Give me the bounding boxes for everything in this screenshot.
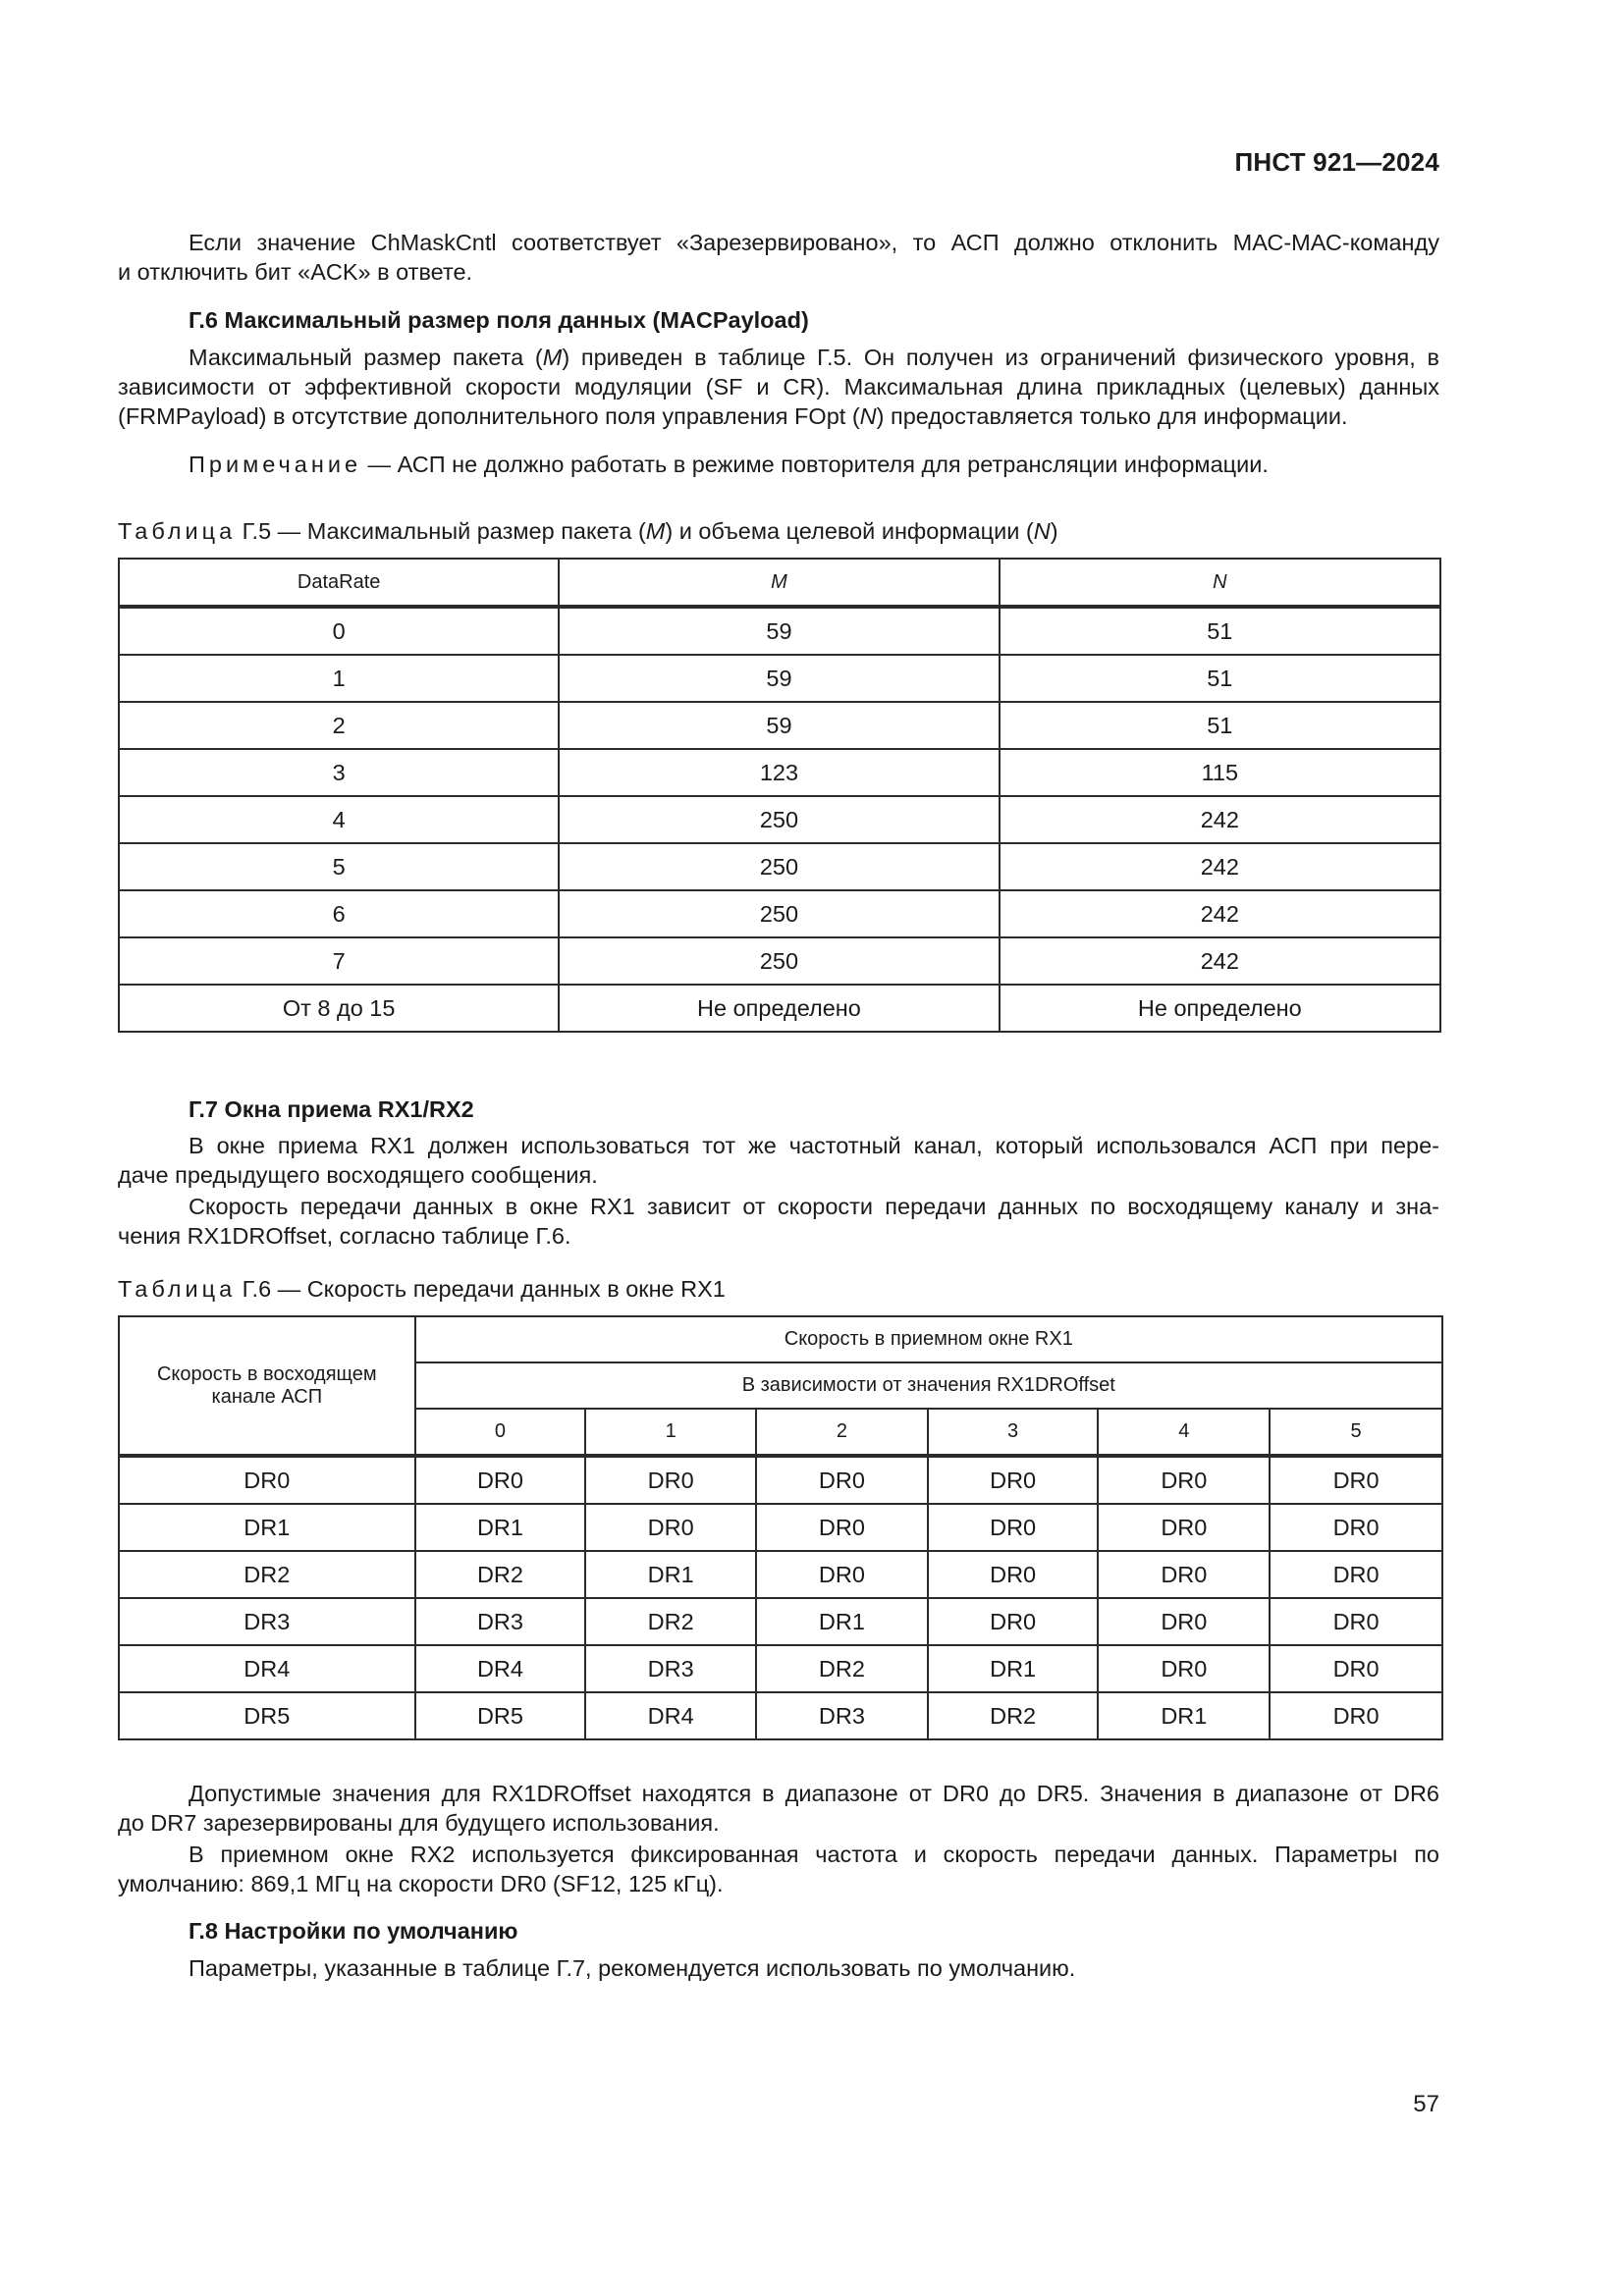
table-cell: DR0 [1098,1598,1270,1645]
rx-paragraph-2 [118,1840,1439,1898]
note-label: Примечание [189,452,362,477]
table-row [119,1598,1442,1645]
table-row [119,1456,1442,1504]
variable-m: M [542,345,563,370]
table-cell: DR0 [928,1456,1099,1504]
variable-n: N [859,403,877,429]
caption-label: Таблица [118,518,237,544]
table-cell: DR0 [928,1504,1099,1551]
table-row [119,937,1440,985]
text-line: Параметры, указанные в таблице Г.7, рекомендуется использовать по умолчанию. [189,1955,1076,1981]
table-row [119,890,1440,937]
rx-paragraph-1 [118,1779,1439,1838]
header-offset: 3 [928,1409,1099,1456]
text-fragment: ) [1050,518,1058,544]
table-cell: 51 [1000,655,1440,702]
table-cell: DR3 [585,1645,756,1692]
table-row [119,607,1440,655]
table-cell: 115 [1000,749,1440,796]
table-cell: DR0 [1270,1598,1442,1645]
table-cell: DR1 [928,1645,1099,1692]
table-row [119,702,1440,749]
table-cell: DR3 [119,1598,415,1645]
header-text: Скорость в восходящем [156,1362,377,1385]
text-line: чения RX1DROffset, согласно таблице Г.6. [118,1223,571,1249]
g6-paragraph [118,343,1439,431]
g6-note [118,450,1439,479]
table-cell: DR1 [585,1551,756,1598]
table-cell: DR1 [1098,1692,1270,1739]
text-line: до DR7 зарезервированы для будущего использования. [118,1810,720,1836]
variable-n: N [1033,518,1051,544]
table-g5 [118,558,1441,1033]
text-fragment: ) предоставляется только для информации. [876,403,1348,429]
table-cell: DR2 [415,1551,586,1598]
text-line: зависимости от эффективной скорости модуляции (SF и CR). Максимальная длина прикладных (целевых) данных [118,374,1439,400]
table-cell: 242 [1000,890,1440,937]
table-cell: DR0 [415,1456,586,1504]
table-cell: DR0 [585,1504,756,1551]
text-line: даче предыдущего восходящего сообщения. [118,1162,598,1188]
table-cell: 250 [559,843,999,890]
table-cell: От 8 до 15 [119,985,559,1032]
page-number: 57 [1413,2091,1439,2117]
table-cell: Не определено [1000,985,1440,1032]
text-line [118,343,1439,372]
table-row [119,1504,1442,1551]
text-line: умолчанию: 869,1 МГц на скорости DR0 (SF12, 125 кГц). [118,1871,724,1896]
table-cell: DR1 [415,1504,586,1551]
text-line: В приемном окне RX2 используется фиксированная частота и скорость передачи данных. Параметры по [189,1842,1439,1867]
text-fragment: ) приведен в таблице Г.5. Он получен из ограничений физического уровня, в [562,345,1439,370]
table-cell: 51 [1000,702,1440,749]
table-cell: DR4 [415,1645,586,1692]
table-cell: Не определено [559,985,999,1032]
header-datarate: DataRate [119,559,559,607]
table-cell: DR2 [928,1692,1099,1739]
table-cell: 3 [119,749,559,796]
table-cell: 242 [1000,843,1440,890]
table-cell: DR3 [415,1598,586,1645]
text-line [118,401,1439,431]
table-cell: 2 [119,702,559,749]
table-cell: DR0 [1270,1692,1442,1739]
table-cell: DR0 [1098,1551,1270,1598]
table-row [119,1551,1442,1598]
header-offset: 4 [1098,1409,1270,1456]
table-cell: 1 [119,655,559,702]
section-heading-g8: Г.8 Настройки по умолчанию [189,1918,518,1944]
table-row [119,655,1440,702]
table-cell: 59 [559,607,999,655]
table-cell: DR2 [756,1645,928,1692]
table-cell: DR0 [1098,1456,1270,1504]
table-cell: 51 [1000,607,1440,655]
header-rx1-rate: Скорость в приемном окне RX1 [415,1316,1442,1362]
table-cell: 6 [119,890,559,937]
table-row [119,985,1440,1032]
header-uplink-rate [119,1316,415,1456]
header-offset: 1 [585,1409,756,1456]
text-line: Если значение ChMaskCntl соответствует «Зарезервировано», то АСП должно отклонить МАС-МАС-команду [189,230,1439,255]
table-cell: DR0 [928,1551,1099,1598]
text-fragment: Максимальный размер пакета ( [189,345,543,370]
table-g6 [118,1315,1443,1740]
note-text: — АСП не должно работать в режиме повторителя для ретрансляции информации. [361,452,1269,477]
section-heading-g6: Г.6 Максимальный размер поля данных (MACPayload) [189,307,809,333]
table-cell: DR1 [756,1598,928,1645]
section-heading-g7: Г.7 Окна приема RX1/RX2 [189,1096,474,1122]
table-cell: 250 [559,890,999,937]
table-header-row [119,559,1440,607]
text-line: Скорость передачи данных в окне RX1 зависит от скорости передачи данных по восходящему каналу и зна- [189,1194,1439,1219]
text-line [118,450,1439,479]
caption-label: Таблица [118,1276,237,1302]
table-cell: 250 [559,937,999,985]
header-offset: 2 [756,1409,928,1456]
table-cell: DR4 [119,1645,415,1692]
table-cell: 59 [559,655,999,702]
text-fragment: (FRMPayload) в отсутствие дополнительного поля управления FOpt ( [118,403,860,429]
table-g5-caption [118,516,1058,546]
table-cell: DR0 [1270,1551,1442,1598]
g7-paragraph-1 [118,1131,1439,1190]
header-m: M [559,559,999,607]
table-cell: DR2 [119,1551,415,1598]
table-header-row [119,1316,1442,1362]
table-cell: DR2 [585,1598,756,1645]
table-cell: 242 [1000,796,1440,843]
variable-m: M [645,518,666,544]
header-n: N [1000,559,1440,607]
table-cell: DR0 [756,1456,928,1504]
table-cell: 5 [119,843,559,890]
table-cell: 123 [559,749,999,796]
header-text: канале АСП [211,1385,323,1408]
table-cell: DR4 [585,1692,756,1739]
g7-paragraph-2 [118,1192,1439,1251]
table-cell: DR0 [1098,1504,1270,1551]
table-cell: DR3 [756,1692,928,1739]
table-row [119,843,1440,890]
table-row [119,1692,1442,1739]
table-cell: DR0 [1270,1645,1442,1692]
g8-paragraph [118,1953,1439,1983]
table-cell: 250 [559,796,999,843]
table-cell: DR0 [756,1551,928,1598]
table-cell: DR0 [585,1456,756,1504]
table-cell: DR5 [415,1692,586,1739]
table-cell: 7 [119,937,559,985]
table-cell: DR0 [1270,1504,1442,1551]
header-rx1droffset: В зависимости от значения RX1DROffset [415,1362,1442,1409]
table-row [119,749,1440,796]
table-cell: 0 [119,607,559,655]
text-line: Допустимые значения для RX1DROffset находятся в диапазоне от DR0 до DR5. Значения в диапазоне от DR6 [189,1781,1439,1806]
table-cell: DR0 [119,1456,415,1504]
table-row [119,796,1440,843]
text-fragment: ) и объема целевой информации ( [665,518,1034,544]
table-row [119,1645,1442,1692]
table-cell: 4 [119,796,559,843]
table-cell: DR1 [119,1504,415,1551]
table-cell: DR0 [1098,1645,1270,1692]
text-line: В окне приема RX1 должен использоваться тот же частотный канал, который использовался АСП при пере- [189,1133,1439,1158]
table-cell: DR0 [756,1504,928,1551]
document-page [118,0,1439,2296]
table-cell: DR0 [1270,1456,1442,1504]
document-code: ПНСТ 921—2024 [1234,147,1439,177]
text-fragment: Г.6 — Скорость передачи данных в окне RX1 [236,1276,726,1302]
table-cell: 59 [559,702,999,749]
table-cell: DR5 [119,1692,415,1739]
table-cell: 242 [1000,937,1440,985]
table-cell: DR0 [928,1598,1099,1645]
text-line: и отключить бит «ACK» в ответе. [118,259,473,285]
header-offset: 5 [1270,1409,1442,1456]
intro-paragraph [118,228,1439,287]
table-g6-caption [118,1274,726,1304]
header-offset: 0 [415,1409,586,1456]
text-fragment: Г.5 — Максимальный размер пакета ( [236,518,646,544]
